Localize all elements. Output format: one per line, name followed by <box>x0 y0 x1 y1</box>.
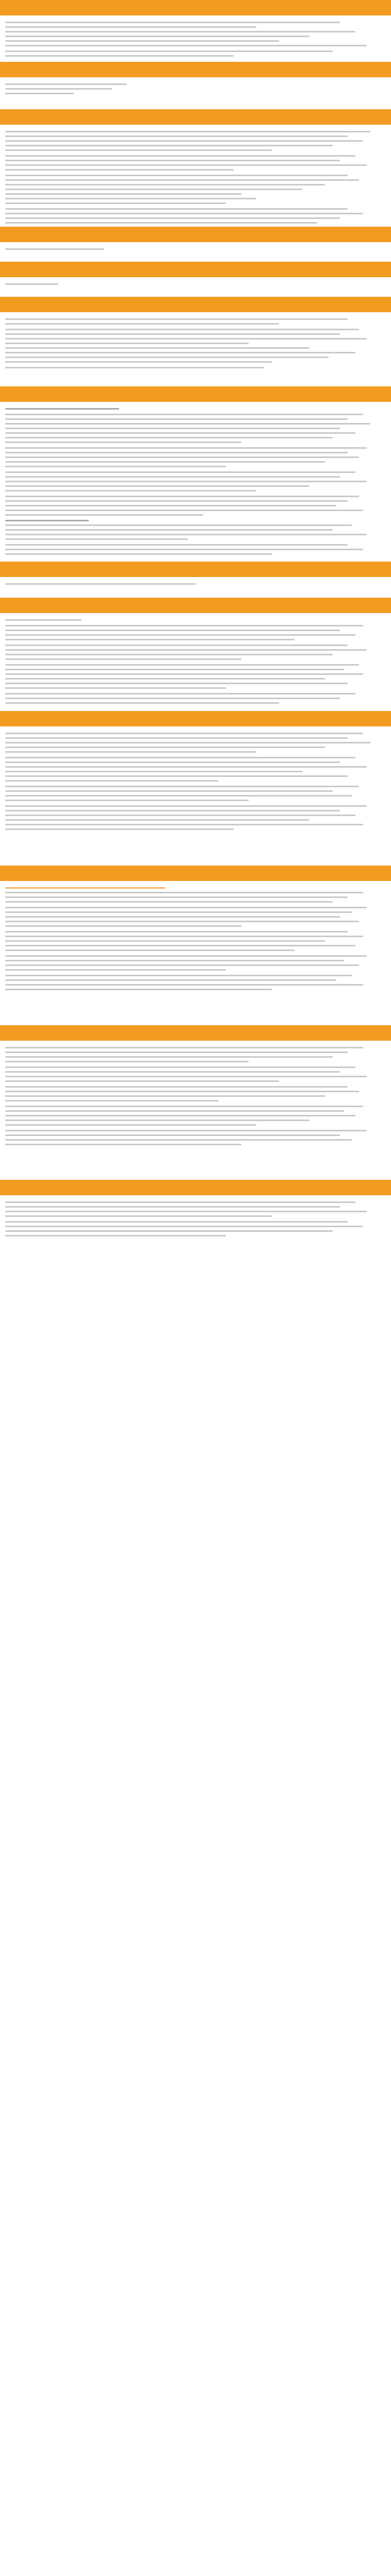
text-line <box>5 1139 352 1141</box>
text-line <box>5 83 127 85</box>
text-line <box>5 466 226 467</box>
text-line <box>5 1061 249 1062</box>
text-line <box>5 26 256 28</box>
text-line <box>5 702 279 704</box>
text-line <box>5 553 272 555</box>
text-line <box>5 93 74 94</box>
text-line <box>5 687 226 689</box>
text-line <box>5 88 112 90</box>
text-line <box>5 213 363 214</box>
text-line <box>5 805 367 807</box>
text-line <box>5 414 363 415</box>
section-body-6 <box>5 318 386 371</box>
section-header-3 <box>0 109 391 125</box>
text-line <box>5 50 333 52</box>
section-body-9 <box>5 619 386 707</box>
text-line <box>5 175 348 176</box>
text-line <box>5 408 119 410</box>
text-line <box>5 428 340 429</box>
text-line <box>5 1110 344 1112</box>
text-line <box>5 22 340 23</box>
text-line <box>5 800 249 801</box>
text-line <box>5 145 333 146</box>
text-line <box>5 1211 367 1212</box>
text-line <box>5 664 359 666</box>
text-line <box>5 742 370 743</box>
text-line <box>5 423 370 425</box>
text-line <box>5 828 234 830</box>
text-line <box>5 461 325 463</box>
text-line <box>5 505 336 506</box>
text-line <box>5 737 348 739</box>
section-body-7 <box>5 408 386 558</box>
text-line <box>5 619 82 621</box>
text-line <box>5 248 104 250</box>
text-line <box>5 698 340 699</box>
text-line <box>5 1066 355 1068</box>
text-line <box>5 1047 363 1048</box>
text-line <box>5 634 355 636</box>
text-line <box>5 931 348 933</box>
section-body-11 <box>5 887 386 993</box>
text-line <box>5 520 89 521</box>
section-body-12 <box>5 1047 386 1148</box>
text-line <box>5 193 241 195</box>
text-line <box>5 169 234 171</box>
text-line <box>5 485 309 487</box>
text-line <box>5 164 367 166</box>
text-line <box>5 544 348 546</box>
text-line <box>5 1144 241 1145</box>
text-line <box>5 437 333 438</box>
text-line <box>5 1230 333 1232</box>
text-line <box>5 969 226 971</box>
text-line <box>5 1124 256 1126</box>
text-line <box>5 179 359 181</box>
text-line <box>5 916 340 918</box>
text-line <box>5 456 359 458</box>
text-line <box>5 1071 340 1073</box>
text-line <box>5 208 348 210</box>
text-line <box>5 1201 355 1203</box>
text-line <box>5 1134 340 1136</box>
text-line <box>5 907 367 908</box>
text-line <box>5 31 355 32</box>
text-line <box>5 583 196 585</box>
text-line <box>5 733 363 734</box>
text-line <box>5 329 359 330</box>
text-line <box>5 955 367 957</box>
text-line <box>5 496 359 497</box>
text-line <box>5 639 295 640</box>
text-line <box>5 1095 325 1097</box>
text-line <box>5 418 348 420</box>
section-body-8 <box>5 583 386 588</box>
text-line <box>5 751 256 753</box>
text-line <box>5 940 325 942</box>
section-header-12 <box>0 1025 391 1041</box>
text-line <box>5 347 309 349</box>
text-line <box>5 1130 367 1131</box>
text-line <box>5 222 317 224</box>
section-header-8 <box>0 562 391 577</box>
text-line <box>5 658 241 660</box>
text-line <box>5 1106 363 1107</box>
text-line <box>5 892 363 893</box>
text-line <box>5 649 367 651</box>
text-line <box>5 1056 333 1058</box>
text-line <box>5 975 352 976</box>
text-line <box>5 510 363 511</box>
text-line <box>5 1215 272 1217</box>
text-line <box>5 140 363 142</box>
text-line <box>5 1052 348 1053</box>
text-line <box>5 911 352 913</box>
text-line <box>5 1226 363 1227</box>
text-line <box>5 757 355 758</box>
text-line <box>5 549 363 550</box>
text-line <box>5 55 234 57</box>
section-body-3 <box>5 131 386 236</box>
section-header-7 <box>0 386 391 402</box>
text-line <box>5 1206 340 1208</box>
section-header-4 <box>0 227 391 242</box>
text-line <box>5 925 241 927</box>
text-line <box>5 476 340 478</box>
text-line <box>5 795 352 796</box>
text-line <box>5 160 340 161</box>
text-line <box>5 1100 218 1101</box>
section-header-1 <box>0 0 391 15</box>
section-header-2 <box>0 62 391 77</box>
text-line <box>5 471 355 473</box>
text-line <box>5 960 344 961</box>
text-line <box>5 514 203 516</box>
text-line <box>5 936 363 937</box>
text-line <box>5 645 348 646</box>
text-line <box>5 357 329 358</box>
text-line <box>5 432 355 434</box>
section-body-10 <box>5 733 386 833</box>
text-line <box>5 135 348 137</box>
text-line <box>5 771 302 772</box>
text-line <box>5 529 333 531</box>
text-line <box>5 1120 309 1121</box>
text-line <box>5 950 295 951</box>
text-line <box>5 824 363 825</box>
text-line <box>5 1091 359 1092</box>
text-line <box>5 1086 348 1088</box>
text-line <box>5 766 367 768</box>
text-line <box>5 1115 355 1116</box>
text-line <box>5 1080 279 1082</box>
text-line <box>5 780 218 782</box>
section-header-6 <box>0 297 391 312</box>
text-line <box>5 819 309 821</box>
text-line <box>5 1076 367 1077</box>
text-line <box>5 775 348 777</box>
section-header-10 <box>0 711 391 726</box>
section-header-5 <box>0 262 391 277</box>
text-line <box>5 896 348 898</box>
text-line <box>5 333 340 335</box>
section-header-9 <box>0 598 391 613</box>
text-line <box>5 217 340 219</box>
text-line <box>5 189 302 190</box>
text-line <box>5 343 249 344</box>
text-line <box>5 447 367 449</box>
text-line <box>5 524 352 526</box>
text-line <box>5 693 355 694</box>
text-line <box>5 630 340 631</box>
text-line <box>5 669 344 670</box>
text-line <box>5 367 264 368</box>
text-line <box>5 989 272 990</box>
text-line <box>5 442 241 443</box>
text-line <box>5 887 165 889</box>
text-line <box>5 761 340 763</box>
text-line <box>5 198 256 199</box>
text-line <box>5 361 272 363</box>
section-header-13 <box>0 1180 391 1195</box>
text-line <box>5 538 188 540</box>
text-line <box>5 984 363 986</box>
text-line <box>5 318 348 320</box>
text-line <box>5 654 333 655</box>
text-line <box>5 683 348 684</box>
text-line <box>5 790 333 792</box>
text-line <box>5 149 272 151</box>
text-line <box>5 945 355 946</box>
section-body-4 <box>5 248 386 253</box>
section-body-5 <box>5 283 386 288</box>
section-body-13 <box>5 1201 386 1240</box>
section-body-2 <box>5 83 386 97</box>
text-line <box>5 500 348 502</box>
text-line <box>5 921 359 922</box>
section-body-1 <box>5 22 386 60</box>
text-line <box>5 184 325 185</box>
text-line <box>5 481 367 482</box>
text-line <box>5 678 325 680</box>
text-line <box>5 786 359 787</box>
text-line <box>5 747 325 748</box>
text-line <box>5 36 309 37</box>
text-line <box>5 1235 226 1236</box>
text-line <box>5 534 367 535</box>
text-line <box>5 352 355 353</box>
text-line <box>5 979 336 981</box>
text-line <box>5 490 256 492</box>
text-line <box>5 815 355 816</box>
text-line <box>5 323 279 325</box>
text-line <box>5 155 355 157</box>
text-line <box>5 901 333 903</box>
text-line <box>5 810 340 811</box>
text-line <box>5 625 363 626</box>
text-line <box>5 964 359 966</box>
text-line <box>5 338 367 340</box>
text-line <box>5 283 58 285</box>
text-line <box>5 452 348 453</box>
text-line <box>5 131 370 132</box>
text-line <box>5 202 226 204</box>
text-line <box>5 1221 348 1223</box>
text-line <box>5 40 279 42</box>
section-header-11 <box>0 866 391 881</box>
text-line <box>5 673 363 675</box>
text-line <box>5 45 367 46</box>
